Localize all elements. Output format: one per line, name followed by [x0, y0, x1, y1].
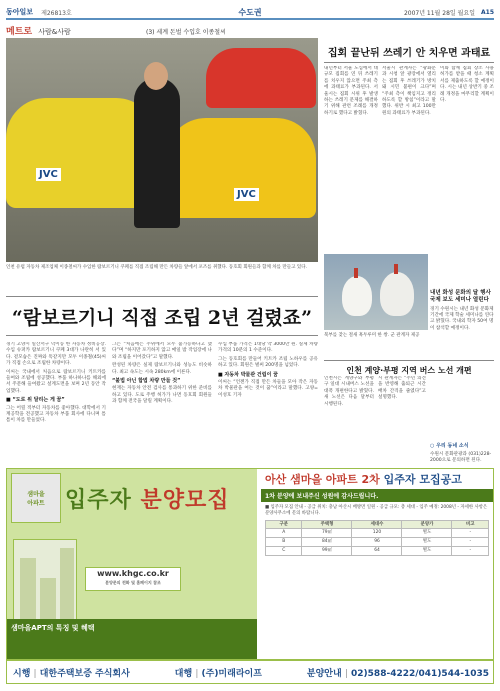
sidebar-article-title: 내년 화성 문화의 달 행사 국제 보도 세미나 열린다 [430, 290, 491, 303]
ad-contact: 분양안내 | 02)588-4222/041)544-1035 [306, 668, 489, 679]
table-cell: - [452, 529, 489, 538]
issue-number: 제26813호 [41, 9, 72, 17]
supply-table [265, 520, 489, 556]
feature-label [6, 24, 71, 37]
mid-column-1: 인천시는 계양구와 부평구 일대 시내버스 노선을 대폭 개편한다고 밝혔다. 새 노선은 다음 달부터 시행된다. [324, 376, 374, 407]
table-cell: C [266, 546, 302, 555]
photo-caption: 인천 유럽 자동차 제조업체 이종철씨가 수입한 람보르기니 쿠페를 직접 조립해 만든 차량들 앞에서 포즈를 취했다. 동호회 회원들과 함께 차를 만들고 있다. [6, 265, 307, 270]
paragraph: 완성된 차량은 실제 람보르기니와 성능도 비슷하다. 최고 속도는 시속 280km에 이른다. [112, 363, 212, 375]
table-header: 주택형 [302, 520, 352, 529]
right-headline: 집회 끝난뒤 쓰레기 안 치우면 과태료 [324, 44, 494, 63]
local-news-body: 수원시 문화관광과 (031)228-2000으로 문의하면 된다. [430, 452, 492, 463]
ad-builder: 시행 | 대한주택보증 주식회사 [13, 668, 130, 679]
paragraph: 그는 동호회를 만들어 키트카 조립 노하우를 공유하고 있다. 회원은 벌써 200명을 넘었다. [218, 356, 318, 369]
table-cell: B [266, 538, 302, 547]
advertisement[interactable] [6, 468, 494, 684]
ad-builder-name: 대한주택보증 주식회사 [39, 668, 130, 679]
person-shape [134, 78, 180, 228]
ad-contact-label: 분양안내 [306, 668, 342, 679]
ad-notice-title [261, 469, 493, 489]
paper-name: 동아일보 [6, 8, 34, 16]
publish-date: 2007년 11월 28일 월요일 [403, 9, 475, 17]
yellow-car-right-shape [166, 118, 316, 218]
table-row [266, 546, 489, 555]
ad-notice-text: ■ 입주자 모집 안내 - 공급 위치: 충남 아산시 배방면 일원 - 공급 규모: 총 세대 - 입주 예정: 2008년 - 자세한 사항은 분양사무소에 문의 바랍니다. [265, 505, 488, 516]
article-column-3 [218, 342, 318, 462]
photo-series-title: (3) 세계 돈벌 수입호 이종철씨 [146, 29, 226, 36]
right-column-3: 이와 함께 집회 장소 사용 허가를 받을 때 청소 계획서를 제출하도록 할 예정이다. 시는 내년 상반기 중 조례 개정을 마무리할 계획이다. [440, 66, 494, 104]
paragraph: 수입 부품 가격은 1대당 약 3000만 원. 실제 차량 가격의 10분의 1 수준이다. [218, 342, 318, 354]
paragraph: 현재는 자동차 안전 검사를 통과하기 위한 준비를 하고 있다. 도로 주행 허가가 나면 동호회 회원들과 함께 전국을 달릴 계획이다. [112, 386, 212, 405]
feature-label-main: 메트로 [6, 27, 33, 37]
ad-main-title-right: 분양모집 [140, 488, 230, 513]
sidebar-article-body: 경기 수원시는 내년 화성 문화제 기간에 국제 학술 세미나를 연다고 밝혔다. 국내외 학자 50여 명이 참석할 예정이다. [430, 307, 494, 331]
table-cell: 별도 [402, 538, 452, 547]
crane-crest-shape [394, 264, 398, 274]
table-cell: A [266, 529, 302, 538]
table-cell: - [452, 546, 489, 555]
page-header [6, 6, 494, 20]
ad-agency-label: 대행 [174, 668, 193, 679]
table-header: 비고 [452, 520, 489, 529]
ad-notice-title-b: 입주자 모집공고 [383, 473, 462, 486]
article-column-1 [6, 342, 106, 462]
local-news-link[interactable]: ○ 우리 동네 소식 [430, 443, 469, 449]
paragraph: 이씨는 국내에서 처음으로 람보르기니 키트카를 들여와 조립에 성공했다. 부품 하나하나를 해외에서 주문해 들여왔고 설계도면을 보며 2년 동안 작업했다. [6, 369, 106, 394]
ad-right-panel [261, 469, 493, 659]
table-header: 분양가 [402, 520, 452, 529]
subheading: “불법 아닌 합법 차량 만들 것” [112, 378, 181, 385]
table-cell: 96 [352, 538, 402, 547]
table-cell: - [452, 538, 489, 547]
paragraph: 이씨는 “언젠가 직접 만든 차들을 모아 작은 자동차 박물관을 여는 것이 꿈”이라고 말했다. 고양=이성호 기자 [218, 380, 318, 398]
ad-main-title [65, 483, 229, 514]
paragraph: 그는 “처음에는 주위에서 모두 불가능하다고 했다”며 “하지만 포기하지 않고 매일 밤 작업장에 나와 조립을 이어갔다”고 말했다. [112, 342, 212, 360]
feature-photo-area [6, 24, 318, 292]
section-title: 수도권 [238, 7, 262, 17]
table-cell: 64 [352, 546, 402, 555]
ad-website-link[interactable] [85, 567, 181, 591]
table-header: 구분 [266, 520, 302, 529]
ad-logo [11, 473, 61, 523]
mid-column-2: 시 관계자는 “주민 의견을 반영해 출퇴근 시간 배차 간격을 줄였다”고 설명했다. [378, 376, 426, 401]
article-column-2 [112, 342, 212, 462]
ad-agency-name: (주)미래라이프 [201, 668, 262, 679]
ad-agency: 대행 | (주)미래라이프 [174, 668, 262, 679]
table-row [266, 529, 489, 538]
ad-notice-body [261, 502, 493, 559]
table-cell: 99㎡ [302, 546, 352, 555]
ad-logo-line-1: 샘마을 [27, 491, 45, 498]
ad-contact-phone: 02)588-4222/041)544-1035 [351, 668, 489, 679]
crane-crest-shape [354, 268, 358, 278]
ad-builder-label: 시행 [13, 668, 31, 679]
crane-shape [342, 276, 372, 316]
mid-headline: 인천 계양·부평 지역 버스 노선 개편 [324, 360, 494, 376]
car-decal-left: JVC [36, 168, 61, 181]
page-number: A15 [481, 8, 494, 16]
table-cell: 84㎡ [302, 538, 352, 547]
ad-url-text: www.khgc.co.kr [97, 569, 169, 578]
table-header: 세대수 [352, 520, 402, 529]
ad-features-title: 샘마을APT의 특징 및 혜택 [7, 619, 257, 659]
ad-left-panel [7, 469, 257, 659]
paragraph: 그는 어릴 적부터 자동차를 좋아했다. 대학에서 기계공학을 전공했고 자동차 부품 회사에 다니며 틈틈이 차를 만들었다. [6, 405, 106, 424]
bird-photo-caption: 북부를 찾는 철새 흑두루미 한 쌍. 군 관계자 제공 [324, 333, 420, 338]
ad-notice-subtitle: 1차 분양에 보내주신 성원에 감사드립니다. [261, 489, 493, 502]
table-row [266, 538, 489, 547]
subheading: ■ “도로 위 달리는 게 꿈” [6, 397, 65, 404]
feature-headline: “람보르기니 직접 조립 2년 걸렸죠” [6, 296, 318, 336]
table-cell: 별도 [402, 546, 452, 555]
ad-main-title-left: 입주자 [65, 488, 132, 513]
ad-url-note: 분양문의 전화 및 홈페이지 참조 [105, 580, 161, 585]
right-column-2: 서울시 관계자는 “광화문과 시청 앞 광장에서 열리는 집회 후 쓰레기가 방치돼 시민 불편이 크다”며 “주최 측이 책임지고 정리하도록 할 방침”이라고 말했다. 위반 시 최고 100만 원의 과태료가 부과된다. [382, 66, 436, 116]
crane-shape [380, 272, 414, 316]
sidebar-article [430, 290, 494, 332]
right-column-1: 내년부터 서울 도심에서 대규모 집회를 연 뒤 쓰레기를 치우지 않으면 주최 측에 과태료가 부과된다. 서울시는 집회 시위 후 발생하는 쓰레기 문제를 해결하기 위해 관련 조례를 개정하기로 했다고 밝혔다. [324, 66, 378, 116]
table-cell: 79㎡ [302, 529, 352, 538]
table-cell: 별도 [402, 529, 452, 538]
bird-photo [324, 254, 428, 330]
feature-photo [6, 38, 318, 262]
feature-label-sub: 사람&사람 [38, 28, 71, 36]
paragraph: 경기 고양시 일산서구 덕이동 한 자동차 정비공장. 수입 슈퍼카 람보르기니 쿠페 3대가 나란히 서 있다. 겉모습은 진짜와 똑같지만 모두 이종철(45)씨가 직접 손으로 조립한 차량이다. [6, 342, 106, 367]
ad-footer [7, 659, 494, 683]
car-decal-right: JVC [234, 188, 259, 201]
ad-logo-line-2: 아파트 [27, 500, 45, 507]
red-car-shape [206, 48, 316, 108]
subheading: ■ 자동차 박물관 건립이 꿈 [218, 371, 278, 378]
table-cell: 120 [352, 529, 402, 538]
person-head-shape [144, 62, 168, 90]
ad-notice-title-a: 아산 샘마을 아파트 2차 [265, 473, 380, 486]
